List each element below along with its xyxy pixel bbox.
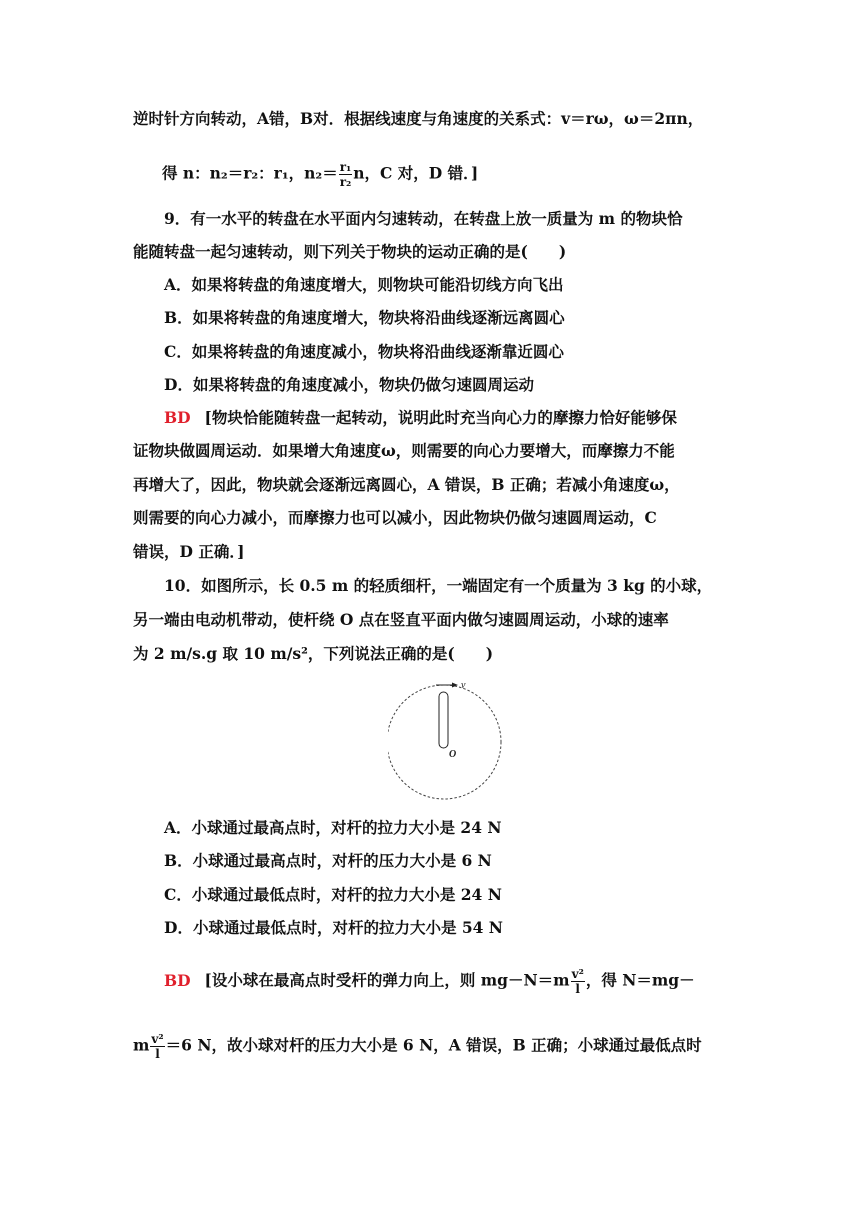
answer-9-line-2: 证物块做圆周运动．如果增大角速度ω，则需要的向心力要增大，而摩擦力不能 xyxy=(133,441,675,460)
text-line-1: 逆时针方向转动，A错，B对．根据线速度与角速度的关系式：v＝rω，ω＝2πn， xyxy=(133,109,704,128)
velocity-label: v xyxy=(461,680,466,691)
answer-9-line-1 xyxy=(164,407,677,429)
fraction-numerator: r₁ xyxy=(339,160,352,174)
fraction-denominator: r₂ xyxy=(339,175,352,189)
rod-circle-figure xyxy=(388,676,508,804)
question-10-line-3: 为 2 m/s.g 取 10 m/s²，下列说法正确的是( ) xyxy=(133,644,494,663)
text-segment: ，得 N＝mg－ xyxy=(585,970,695,990)
question-9-line-1: 9．有一水平的转盘在水平面内匀速转动，在转盘上放一质量为 m 的物块恰 xyxy=(164,209,683,228)
question-9-option-b: B．如果将转盘的角速度增大，物块将沿曲线逐渐远离圆心 xyxy=(164,308,565,327)
fraction-numerator: v² xyxy=(151,1032,164,1046)
question-10-option-c: C．小球通过最低点时，对杆的拉力大小是 24 N xyxy=(164,885,502,904)
fraction-denominator: l xyxy=(155,1047,160,1061)
fraction-v2-l xyxy=(571,967,585,996)
answer-9-line-5: 错误，D 正确．] xyxy=(133,542,245,561)
question-9-option-d: D．如果将转盘的角速度减小，物块仍做匀速圆周运动 xyxy=(164,375,534,394)
fraction-numerator: v² xyxy=(571,967,584,981)
answer-tag: BD xyxy=(164,970,191,990)
text-segment: ＝6 N，故小球对杆的压力大小是 6 N，A 错误，B 正确；小球通过最低点时 xyxy=(165,1035,702,1055)
text-segment: 得 n：n₂＝r₂：r₁，n₂＝ xyxy=(162,163,338,183)
question-9-option-c: C．如果将转盘的角速度减小，物块将沿曲线逐渐靠近圆心 xyxy=(164,342,564,361)
answer-9-line-3: 再增大了，因此，物块就会逐渐远离圆心，A 错误，B 正确；若减小角速度ω， xyxy=(133,475,680,494)
question-10-option-a: A．小球通过最高点时，对杆的拉力大小是 24 N xyxy=(164,818,502,837)
center-label: O xyxy=(449,749,457,760)
answer-tag: BD xyxy=(164,408,191,427)
fraction-v2-l xyxy=(150,1032,164,1061)
question-10-option-d: D．小球通过最低点时，对杆的拉力大小是 54 N xyxy=(164,918,503,937)
answer-9-line-4: 则需要的向心力减小，而摩擦力也可以减小，因此物块仍做匀速圆周运动，C xyxy=(133,508,657,527)
text-segment: m xyxy=(133,1035,150,1055)
question-9-line-2: 能随转盘一起匀速转动，则下列关于物块的运动正确的是( ) xyxy=(133,242,567,261)
text-segment: [物块恰能随转盘一起转动，说明此时充当向心力的摩擦力恰好能够保 xyxy=(204,408,677,427)
fraction-denominator: l xyxy=(575,982,580,996)
question-9-option-a: A．如果将转盘的角速度增大，则物块可能沿切线方向飞出 xyxy=(164,275,564,294)
text-line-2 xyxy=(162,160,478,189)
answer-10-line-1 xyxy=(164,967,695,996)
answer-10-line-2 xyxy=(133,1032,702,1061)
question-10-line-1: 10．如图所示，长 0.5 m 的轻质细杆，一端固定有一个质量为 3 kg 的小球， xyxy=(164,576,713,595)
text-segment: [设小球在最高点时受杆的弹力向上，则 mg－N＝m xyxy=(204,970,570,990)
fraction-r1-r2 xyxy=(339,160,353,189)
question-10-line-2: 另一端由电动机带动，使杆绕 O 点在竖直平面内做匀速圆周运动，小球的速率 xyxy=(133,610,669,629)
rod xyxy=(439,692,448,748)
text-segment: n，C 对，D 错．] xyxy=(353,163,479,183)
question-10-option-b: B．小球通过最高点时，对杆的压力大小是 6 N xyxy=(164,851,492,870)
